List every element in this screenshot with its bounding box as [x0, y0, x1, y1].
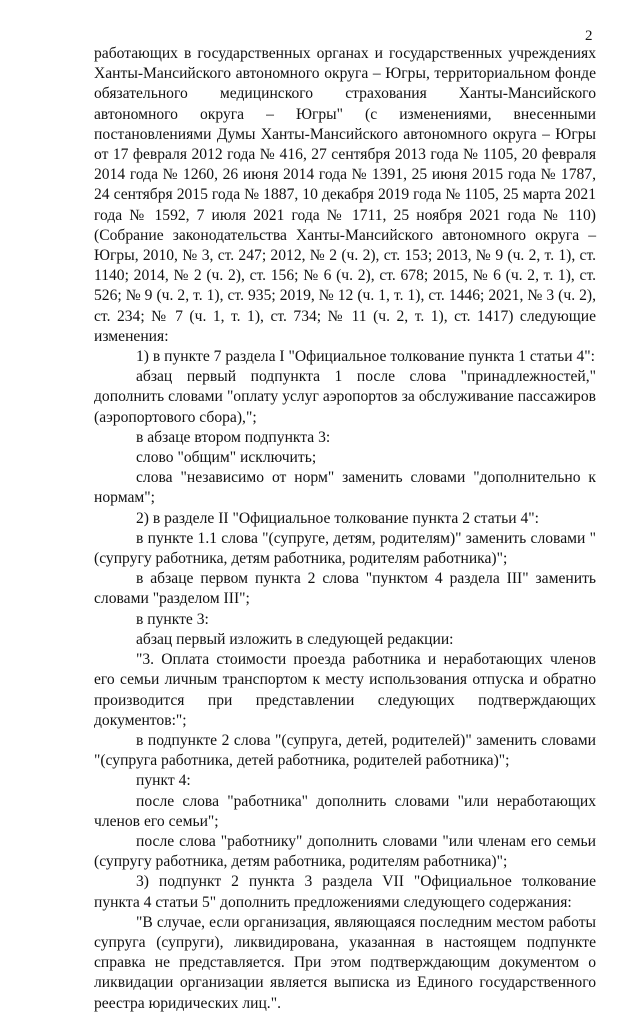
paragraph: в пункте 1.1 слова "(супруге, детям, родителям)" заменить словами "(супругу работника, детям работника, родителям работника)"; [94, 529, 596, 568]
paragraph: в пункте 3: [136, 610, 209, 628]
paragraph: после слова "работнику" дополнить словами "или членам его семьи (супругу работника, детям работника, родителям работника)"; [94, 832, 596, 871]
paragraph: "3. Оплата стоимости проезда работника и неработающих членов его семьи личным транспортом к месту использования отпуска и обратно производится при представлении следующих подтверждающих документов:"; [94, 651, 596, 729]
paragraph: 1) в пункте 7 раздела I "Официальное толкование пункта 1 статьи 4": [136, 348, 595, 366]
paragraph: работающих в государственных органах и государственных учреждениях Ханты-Мансийского автономного округа – Югры, территориальном фонде обязательного медицинского страхования Ханты-Мансийского автономного округа – Югры" (с изменениями, внесенными постановлениями Думы Ханты-Мансийского автономного округа – Югры от 17 февраля 2012 года № 416, 27 сентября 2013 года № 1105, 20 февраля 2014 года № 1260, 26 июня 2014 года № 1391, 25 июня 2015 года № 1787, 24 сентября 2015 года № 1887, 10 декабря 2019 года № 1105, 25 марта 2021 года № 1592, 7 июля 2021 года № 1711, 25 ноября 2021 года № 110) (Собрание законодательства Ханты-Мансийского автономного округа – Югры, 2010, № 3, ст. 247; 2012, № 2 (ч. 2), ст. 153; 2013, № 9 (ч. 2, т. 1), ст. 1140; 2014, № 2 (ч. 2), ст. 156; № 6 (ч. 2), ст. 678; 2015, № 6 (ч. 2, т. 1), ст. 526; № 9 (ч. 2, т. 1), ст. 935; 2019, № 12 (ч. 1, т. 1), ст. 1446; 2021, № 3 (ч. 2), ст. 234; № 7 (ч. 1, т. 1), ст. 734; № 11 (ч. 2, т. 1), ст. 1417) следующие изменения: [94, 45, 596, 345]
document-body [94, 44, 596, 1014]
paragraph: 2) в разделе II "Официальное толкование пункта 2 статьи 4": [136, 509, 539, 527]
page-number: 2 [585, 28, 593, 44]
paragraph: после слова "работника" дополнить словами "или неработающих членов его семьи"; [94, 792, 596, 830]
paragraph: в подпункте 2 слова "(супруга, детей, родителей)" заменить словами "(супруга работника, детей работника, родителей работника)"; [94, 731, 596, 770]
paragraph: абзац первый изложить в следующей редакции: [136, 630, 454, 648]
paragraph: 3) подпункт 2 пункта 3 раздела VII "Официальное толкование пункта 4 статьи 5" дополнить предложениями следующего содержания: [94, 873, 596, 911]
paragraph: в абзаце первом пункта 2 слова "пунктом 4 раздела III" заменить словами "разделом III"; [94, 570, 596, 608]
paragraph: "В случае, если организация, являющаяся последним местом работы супруга (супруги), ликвидирована, указанная в настоящем подпункте справка не представляется. При этом подтверждающим документом о ликвидации организации является выписка из Единого государственного реестра юридических лиц.". [94, 913, 596, 1012]
paragraph: слово "общим" исключить; [136, 449, 317, 467]
paragraph: в абзаце втором подпункта 3: [136, 428, 331, 446]
paragraph: слова "независимо от норм" заменить словами "дополнительно к нормам"; [94, 469, 596, 507]
paragraph: абзац первый подпункта 1 после слова "принадлежностей," дополнить словами "оплату услуг аэропортов за обслуживание пассажиров (аэропортового сбора),"; [94, 368, 596, 426]
paragraph: пункт 4: [136, 772, 191, 790]
